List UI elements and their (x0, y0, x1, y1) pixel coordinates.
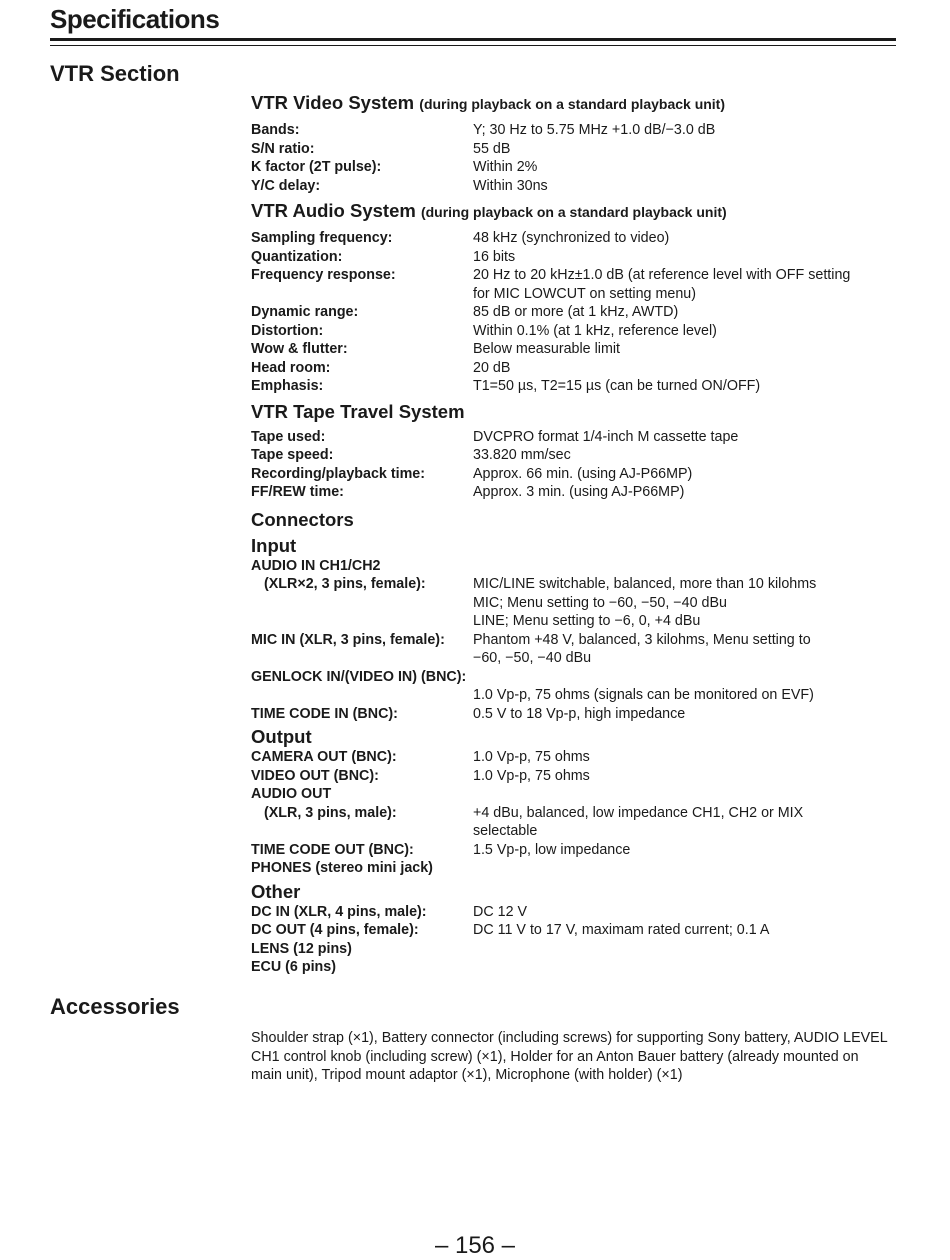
spec-label: (XLR, 3 pins, male): (264, 804, 397, 821)
input-heading: Input (251, 534, 297, 556)
spec-value (473, 958, 901, 977)
spec-label (251, 649, 473, 668)
spec-label: GENLOCK IN/(VIDEO IN) (BNC): (251, 668, 467, 685)
spec-value: +4 dBu, balanced, low impedance CH1, CH2 or MIX (473, 804, 804, 821)
title-rule-thin (50, 45, 896, 46)
spec-label: MIC IN (XLR, 3 pins, female): (251, 631, 445, 648)
spec-row (251, 705, 901, 724)
spec-value: Approx. 3 min. (using AJ-P66MP) (473, 484, 685, 500)
spec-value: 20 dB (473, 359, 511, 376)
spec-value (473, 859, 901, 878)
spec-label: Emphasis: (251, 378, 324, 394)
spec-row (251, 322, 901, 341)
spec-label (251, 285, 473, 304)
spec-label: Sampling frequency: (251, 230, 393, 246)
video-spec-list (251, 121, 901, 195)
page-number: – 156 – (434, 1232, 516, 1259)
spec-label: Wow & flutter: (251, 341, 348, 357)
spec-label: Tape used: (251, 428, 326, 445)
spec-label: DC IN (XLR, 4 pins, male): (251, 903, 427, 920)
spec-value: Within 30ns (473, 177, 548, 194)
spec-row (251, 140, 901, 159)
title-rule-thick (50, 38, 896, 41)
spec-row (251, 465, 901, 484)
spec-value: 20 Hz to 20 kHz±1.0 dB (at reference level with OFF setting (473, 267, 851, 283)
spec-value (473, 940, 901, 959)
spec-label: AUDIO IN CH1/CH2 (251, 557, 381, 574)
spec-value (473, 785, 901, 804)
audio-system-heading (251, 198, 901, 225)
spec-value: MIC; Menu setting to −60, −50, −40 dBu (473, 594, 727, 611)
spec-value: Within 0.1% (at 1 kHz, reference level) (473, 322, 717, 339)
spec-label: (XLR×2, 3 pins, female): (264, 576, 426, 592)
spec-value: 1.0 Vp-p, 75 ohms (signals can be monitored on EVF) (473, 687, 814, 703)
spec-row (251, 575, 901, 594)
spec-label: Distortion: (251, 322, 324, 339)
video-system-heading (251, 90, 901, 117)
spec-label (251, 686, 473, 705)
spec-row (251, 557, 901, 576)
spec-value: LINE; Menu setting to −6, 0, +4 dBu (473, 613, 701, 629)
spec-row (251, 483, 901, 502)
tape-spec-list (251, 428, 901, 502)
spec-row (251, 428, 901, 447)
spec-label: PHONES (stereo mini jack) (251, 860, 433, 876)
spec-row (251, 921, 901, 940)
spec-value: DC 11 V to 17 V, maximam rated current; 0.1 A (473, 922, 770, 938)
spec-row (251, 594, 901, 613)
spec-row (251, 303, 901, 322)
spec-label: TIME CODE OUT (BNC): (251, 841, 414, 858)
spec-value: 1.5 Vp-p, low impedance (473, 841, 631, 858)
spec-row (251, 158, 901, 177)
spec-value: MIC/LINE switchable, balanced, more than 10 kilohms (473, 576, 817, 592)
spec-label: TIME CODE IN (BNC): (251, 705, 398, 722)
spec-label (251, 612, 473, 631)
input-spec-list (251, 557, 901, 724)
spec-label: Frequency response: (251, 267, 396, 283)
spec-label (251, 822, 473, 841)
spec-row (251, 285, 901, 304)
spec-row (251, 748, 901, 767)
spec-value: 48 kHz (synchronized to video) (473, 230, 670, 246)
spec-label (251, 594, 473, 613)
spec-row (251, 377, 901, 396)
spec-row (251, 686, 901, 705)
spec-value: 1.0 Vp-p, 75 ohms (473, 749, 590, 765)
audio-system-note: (during playback on a standard playback unit) (420, 204, 727, 220)
spec-row (251, 266, 901, 285)
spec-label: Bands: (251, 122, 300, 138)
spec-row (251, 804, 901, 823)
spec-row (251, 859, 901, 878)
audio-spec-list (251, 229, 901, 396)
video-system-note: (during playback on a standard playback unit) (419, 96, 726, 112)
accessories-text: Shoulder strap (×1), Battery connector (including screws) for supporting Sony battery, AUDIO LEVEL CH1 control knob (including screw) (×1), Holder for an Anton Bauer battery (already mounted on main unit), Tripod mount adaptor (×1), Microphone (with holder) (×1) (251, 1030, 888, 1083)
section-title-accessories: Accessories (50, 994, 180, 1019)
spec-value: Within 2% (473, 159, 538, 175)
spec-value: for MIC LOWCUT on setting menu) (473, 285, 696, 302)
spec-label: CAMERA OUT (BNC): (251, 749, 397, 765)
output-spec-list (251, 748, 901, 878)
spec-row (251, 903, 901, 922)
spec-row (251, 446, 901, 465)
spec-value: 1.0 Vp-p, 75 ohms (473, 767, 590, 784)
spec-value: Phantom +48 V, balanced, 3 kilohms, Menu setting to (473, 631, 811, 648)
spec-label: VIDEO OUT (BNC): (251, 767, 379, 784)
output-heading: Output (251, 726, 312, 747)
spec-row (251, 767, 901, 786)
other-heading: Other (251, 880, 301, 902)
tape-system-heading: VTR Tape Travel System (251, 400, 465, 422)
spec-value: 55 dB (473, 140, 511, 157)
spec-row (251, 841, 901, 860)
spec-row (251, 340, 901, 359)
spec-label: Tape speed: (251, 447, 334, 463)
spec-value: 85 dB or more (at 1 kHz, AWTD) (473, 304, 679, 320)
spec-row (251, 785, 901, 804)
spec-value: Y; 30 Hz to 5.75 MHz +1.0 dB/−3.0 dB (473, 122, 716, 138)
spec-row (251, 177, 901, 196)
spec-label: FF/REW time: (251, 484, 344, 500)
spec-row (251, 229, 901, 248)
spec-row (251, 612, 901, 631)
spec-row (251, 121, 901, 140)
audio-system-title: VTR Audio System (251, 200, 416, 221)
spec-row (251, 940, 901, 959)
spec-row (251, 649, 901, 668)
spec-value: T1=50 µs, T2=15 µs (can be turned ON/OFF) (473, 378, 761, 394)
spec-value: DVCPRO format 1/4-inch M cassette tape (473, 428, 739, 445)
spec-row (251, 631, 901, 650)
spec-label: AUDIO OUT (251, 786, 332, 802)
spec-value (473, 557, 901, 576)
connectors-heading: Connectors (251, 508, 354, 530)
spec-row (251, 668, 901, 687)
spec-value: selectable (473, 823, 538, 839)
spec-label: Quantization: (251, 248, 343, 265)
spec-label: Recording/playback time: (251, 465, 425, 482)
spec-value: Approx. 66 min. (using AJ-P66MP) (473, 465, 693, 482)
spec-label: Head room: (251, 359, 331, 376)
spec-label: ECU (6 pins) (251, 959, 336, 975)
spec-label: K factor (2T pulse): (251, 159, 382, 175)
spec-row (251, 822, 901, 841)
spec-label: LENS (12 pins) (251, 940, 352, 957)
spec-row (251, 359, 901, 378)
spec-content (251, 90, 901, 977)
spec-label: DC OUT (4 pins, female): (251, 922, 419, 938)
spec-value: 16 bits (473, 248, 516, 265)
video-system-title: VTR Video System (251, 92, 415, 113)
spec-row (251, 248, 901, 267)
spec-value: 0.5 V to 18 Vp-p, high impedance (473, 705, 686, 722)
spec-value: 33.820 mm/sec (473, 447, 571, 463)
spec-value: −60, −50, −40 dBu (473, 650, 592, 666)
spec-label: S/N ratio: (251, 140, 315, 157)
spec-value (466, 668, 901, 687)
spec-value: DC 12 V (473, 903, 528, 920)
spec-label: Dynamic range: (251, 304, 359, 320)
spec-value: Below measurable limit (473, 341, 620, 357)
spec-label: Y/C delay: (251, 177, 321, 194)
page-title: Specifications (50, 4, 220, 34)
spec-row (251, 958, 901, 977)
other-spec-list (251, 903, 901, 977)
section-title-vtr: VTR Section (50, 61, 180, 86)
